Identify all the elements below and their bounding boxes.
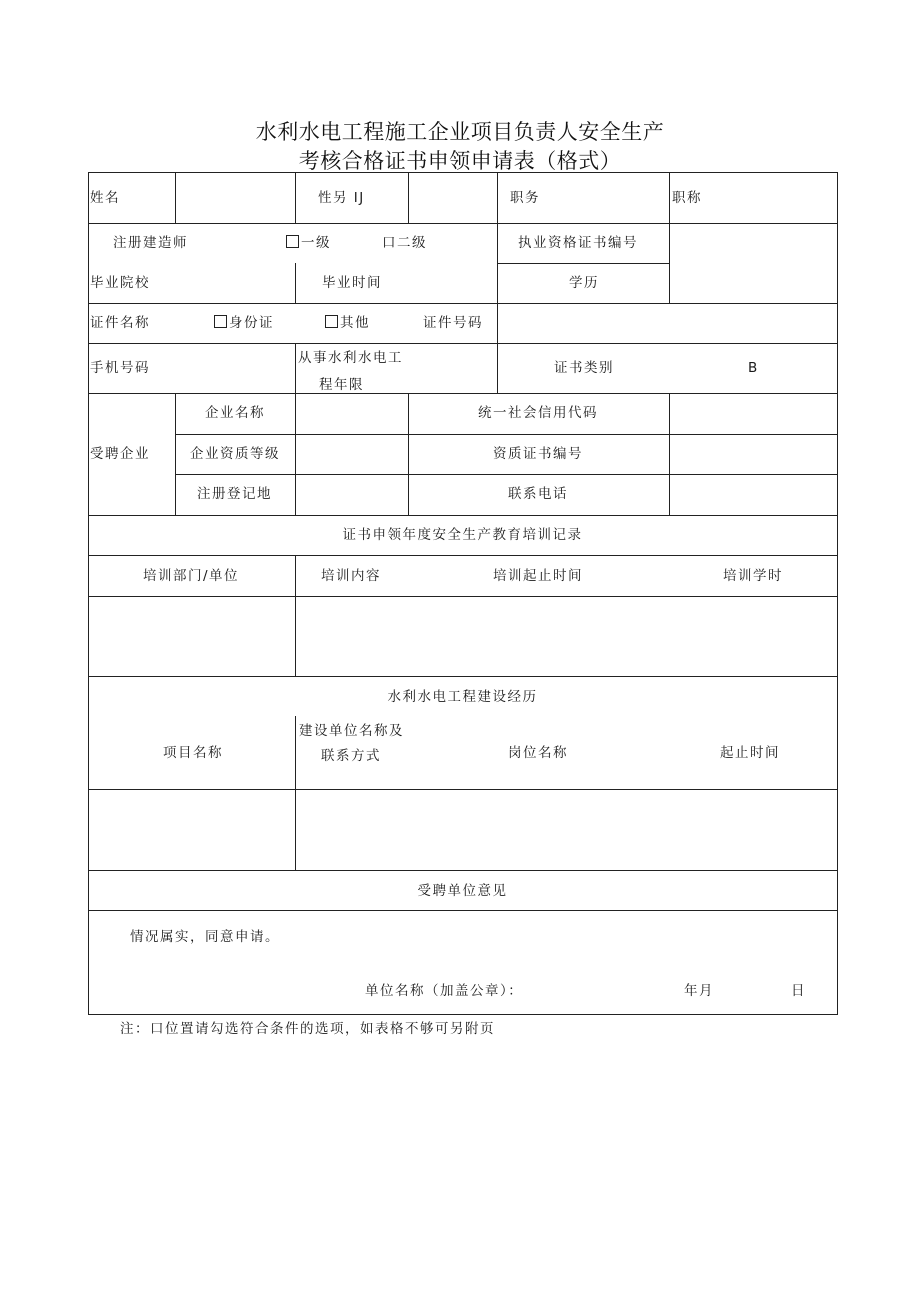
rule (175, 434, 837, 435)
rule (88, 555, 837, 556)
mobile-label: 手机号码 (90, 360, 150, 376)
checkbox-icon[interactable] (214, 315, 227, 328)
position-label: 职务 (510, 190, 540, 206)
years-label-line1: 从事水利水电工 (298, 350, 403, 366)
cert-category-label: 证书类别 (554, 360, 614, 376)
rule (175, 393, 176, 515)
years-label-line2: 程年限 (319, 377, 364, 393)
other-id-label: 其他 (340, 315, 370, 331)
qualification-level-label: 企业资质等级 (190, 446, 280, 462)
rule (88, 676, 837, 677)
training-header-hours: 培训学时 (723, 568, 783, 584)
job-title-label: 职称 (672, 190, 702, 206)
application-form-table (88, 172, 838, 1015)
day-label: 日 (791, 983, 806, 999)
period-label: 起止时间 (720, 745, 780, 761)
experience-section-title: 水利水电工程建设经历 (387, 689, 538, 705)
rule (497, 263, 669, 264)
registered-place-label: 注册登记地 (197, 486, 272, 502)
training-header-dept: 培训部门/单位 (143, 568, 240, 584)
level-one-label: 一级 (301, 235, 331, 251)
rule (497, 303, 498, 343)
id-card-label: 身份证 (229, 315, 274, 331)
rule (88, 910, 837, 911)
rule (175, 172, 176, 223)
rule (88, 223, 837, 224)
rule (295, 555, 296, 676)
rule (88, 393, 837, 394)
id-type-label: 证件名称 (90, 315, 150, 331)
phone-label: 联系电话 (508, 486, 568, 502)
rule (295, 172, 296, 223)
gender-label: 性另 IJ (318, 190, 365, 206)
education-label: 学历 (569, 275, 599, 291)
unit-sign-label: 单位名称（加盖公章）： (365, 983, 524, 999)
training-section-title: 证书申领年度安全生产教育培训记录 (342, 527, 583, 543)
footnote: 注：口位置请勾选符合条件的选项，如表格不够可另附页 (120, 1021, 495, 1037)
rule (88, 343, 837, 344)
employer-label: 受聘企业 (90, 446, 150, 462)
rule (669, 393, 670, 515)
id-card-option[interactable] (214, 315, 274, 331)
training-header-content: 培训内容 (321, 568, 381, 584)
rule (497, 223, 498, 303)
rule (497, 343, 498, 393)
checkbox-icon[interactable] (325, 315, 338, 328)
checkbox-icon[interactable] (286, 235, 299, 248)
practice-cert-no-label: 执业资格证书编号 (518, 235, 638, 251)
rule (408, 172, 409, 223)
project-name-label: 项目名称 (163, 745, 223, 761)
rule (88, 596, 837, 597)
rule (88, 870, 837, 871)
credit-code-label: 统一社会信用代码 (478, 405, 598, 421)
rule (669, 172, 670, 223)
rule (408, 393, 409, 515)
rule (295, 716, 296, 870)
training-header-period: 培训起止时间 (493, 568, 583, 584)
id-no-label: 证件号码 (423, 315, 483, 331)
rule (669, 223, 670, 303)
level-two-option[interactable]: 口二级 (382, 235, 427, 251)
other-id-option[interactable] (325, 315, 370, 331)
grad-time-label: 毕业时间 (322, 275, 382, 291)
rule (88, 515, 837, 516)
post-name-label: 岗位名称 (508, 745, 568, 761)
rule (88, 789, 837, 790)
name-label: 姓名 (90, 190, 120, 206)
rule (497, 172, 498, 223)
opinion-statement: 情况属实，同意申请。 (130, 929, 280, 945)
rule (175, 474, 837, 475)
builder-label-line2: 联系方式 (321, 748, 381, 764)
rule (88, 303, 837, 304)
rule (295, 393, 296, 515)
registered-engineer-label: 注册建造师 (113, 235, 188, 251)
year-month-label: 年月 (684, 983, 714, 999)
cert-category-value: B (748, 360, 759, 376)
form-title-line2: 考核合格证书申领申请表（格式） (298, 149, 622, 173)
form-title-line1: 水利水电工程施工企业项目负责人安全生产 (255, 120, 665, 144)
opinion-section-title: 受聘单位意见 (417, 883, 508, 899)
school-label: 毕业院校 (90, 275, 150, 291)
builder-label-line1: 建设单位名称及 (299, 723, 404, 739)
level-one-option[interactable] (286, 235, 331, 251)
rule (295, 343, 296, 393)
qualification-cert-no-label: 资质证书编号 (493, 446, 583, 462)
company-name-label: 企业名称 (205, 405, 265, 421)
rule (295, 263, 296, 303)
